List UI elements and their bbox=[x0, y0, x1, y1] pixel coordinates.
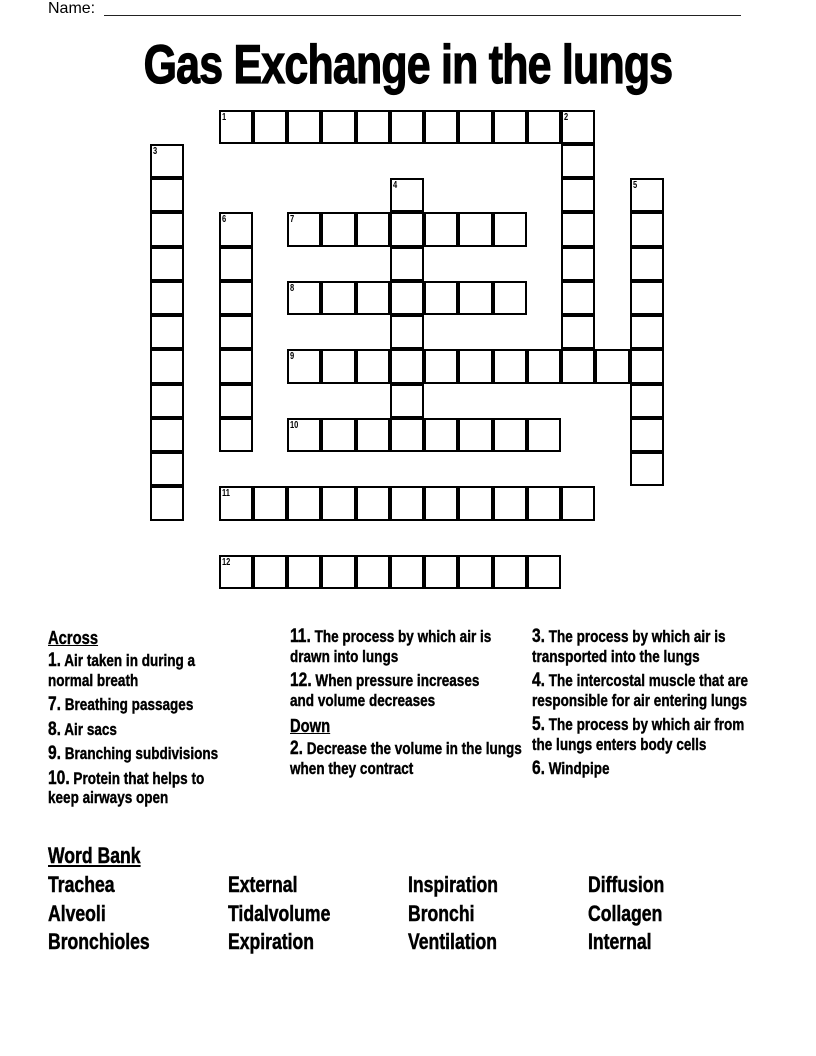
word-bank-item: Ventilation bbox=[408, 929, 497, 954]
cell-number: 10 bbox=[290, 419, 299, 431]
crossword-cell[interactable] bbox=[150, 349, 184, 383]
clue-number: 8. bbox=[48, 718, 62, 740]
crossword-cell[interactable] bbox=[561, 212, 595, 246]
clue-number: 4. bbox=[532, 670, 546, 691]
crossword-cell[interactable] bbox=[321, 555, 355, 589]
cell-number: 11 bbox=[221, 488, 230, 500]
clue-across-9 bbox=[48, 744, 278, 765]
cell-number: 6 bbox=[221, 214, 226, 226]
cell-number: 4 bbox=[392, 180, 397, 191]
crossword-cell[interactable] bbox=[390, 315, 424, 349]
crossword-cell[interactable] bbox=[424, 486, 458, 520]
crossword-cell[interactable] bbox=[150, 315, 184, 349]
crossword-cell[interactable] bbox=[458, 418, 492, 452]
crossword-cell[interactable] bbox=[630, 281, 664, 315]
cell-number: 7 bbox=[290, 214, 295, 226]
crossword-cell[interactable] bbox=[287, 212, 321, 246]
word-bank-item: Bronchioles bbox=[48, 929, 150, 954]
crossword-cell[interactable] bbox=[527, 418, 561, 452]
clue-column-1 bbox=[48, 627, 328, 813]
crossword-cell[interactable] bbox=[356, 281, 390, 315]
clue-text: Breathing passages bbox=[64, 696, 194, 714]
clue-text: The process by which air is drawn into lungs bbox=[290, 628, 492, 666]
crossword-cell[interactable] bbox=[287, 486, 321, 520]
crossword-cell[interactable] bbox=[356, 110, 390, 144]
crossword-cell[interactable] bbox=[561, 178, 595, 212]
crossword-cell[interactable] bbox=[630, 315, 664, 349]
crossword-cell[interactable] bbox=[321, 281, 355, 315]
clue-across-8 bbox=[48, 720, 261, 741]
crossword-cell[interactable] bbox=[356, 212, 390, 246]
crossword-cell[interactable] bbox=[321, 486, 355, 520]
word-bank-item: Tidalvolume bbox=[228, 901, 331, 926]
clue-text: Windpipe bbox=[548, 760, 610, 778]
crossword-cell[interactable] bbox=[287, 418, 321, 452]
word-bank-item: Bronchi bbox=[408, 901, 475, 926]
crossword-cell[interactable] bbox=[321, 212, 355, 246]
crossword-cell[interactable] bbox=[561, 144, 595, 178]
word-bank-heading: Word Bank bbox=[48, 843, 141, 868]
crossword-cell[interactable] bbox=[390, 281, 424, 315]
cell-number: 3 bbox=[153, 145, 158, 157]
clue-text: The intercostal muscle that are responsible for air entering lungs bbox=[532, 672, 749, 710]
crossword-cell[interactable] bbox=[493, 349, 527, 383]
crossword-cell[interactable] bbox=[630, 349, 664, 383]
crossword-cell[interactable] bbox=[424, 110, 458, 144]
crossword-cell[interactable] bbox=[561, 281, 595, 315]
crossword-cell[interactable] bbox=[493, 486, 527, 520]
crossword-cell[interactable] bbox=[595, 349, 629, 383]
clue-number: 3. bbox=[532, 626, 546, 647]
crossword-cell[interactable] bbox=[219, 418, 253, 452]
clue-text: The process by which air is transported into the lungs bbox=[532, 628, 726, 666]
crossword-cell[interactable] bbox=[424, 418, 458, 452]
crossword-cell[interactable] bbox=[219, 281, 253, 315]
word-bank-item: External bbox=[228, 872, 298, 897]
crossword-cell[interactable] bbox=[219, 555, 253, 589]
crossword-cell[interactable] bbox=[150, 247, 184, 281]
crossword-cell[interactable] bbox=[356, 555, 390, 589]
crossword-cell[interactable] bbox=[150, 178, 184, 212]
crossword-cell[interactable] bbox=[253, 486, 287, 520]
crossword-cell[interactable] bbox=[356, 486, 390, 520]
cell-number: 5 bbox=[632, 180, 637, 191]
crossword-cell[interactable] bbox=[458, 349, 492, 383]
crossword-cell[interactable] bbox=[630, 418, 664, 452]
crossword-cell[interactable] bbox=[527, 486, 561, 520]
crossword-cell[interactable] bbox=[458, 212, 492, 246]
crossword-cell[interactable] bbox=[150, 144, 184, 178]
crossword-cell[interactable] bbox=[219, 486, 253, 520]
clue-across-1 bbox=[48, 651, 220, 691]
crossword-cell[interactable] bbox=[493, 418, 527, 452]
word-bank-item: Alveoli bbox=[48, 901, 106, 926]
clue-text: The process by which air from the lungs enters body cells bbox=[532, 716, 745, 754]
crossword-cell[interactable] bbox=[390, 247, 424, 281]
crossword-cell[interactable] bbox=[424, 281, 458, 315]
crossword-cell[interactable] bbox=[219, 349, 253, 383]
crossword-cell[interactable] bbox=[287, 110, 321, 144]
cell-number: 1 bbox=[221, 111, 226, 123]
crossword-cell[interactable] bbox=[287, 555, 321, 589]
crossword-cell[interactable] bbox=[424, 349, 458, 383]
crossword-cell[interactable] bbox=[493, 212, 527, 246]
crossword-cell[interactable] bbox=[321, 418, 355, 452]
clue-down-3 bbox=[532, 627, 770, 667]
crossword-cell[interactable] bbox=[390, 555, 424, 589]
crossword-cell[interactable] bbox=[561, 349, 595, 383]
crossword-cell[interactable] bbox=[527, 349, 561, 383]
clue-number: 10. bbox=[48, 767, 70, 789]
clue-number: 5. bbox=[532, 714, 546, 735]
crossword-cell[interactable] bbox=[424, 555, 458, 589]
clue-number: 12. bbox=[290, 670, 312, 691]
clue-number: 2. bbox=[290, 738, 304, 759]
crossword-cell[interactable] bbox=[424, 212, 458, 246]
clue-text: Air sacs bbox=[64, 720, 117, 739]
clue-text: Air taken in during a normal breath bbox=[48, 652, 196, 690]
clue-number: 6. bbox=[532, 758, 546, 779]
crossword-cell[interactable] bbox=[561, 486, 595, 520]
clue-across-10 bbox=[48, 769, 237, 809]
crossword-cell[interactable] bbox=[356, 349, 390, 383]
crossword-cell[interactable] bbox=[390, 349, 424, 383]
crossword-cell[interactable] bbox=[390, 384, 424, 418]
word-bank-item: Collagen bbox=[588, 901, 663, 926]
clue-text: When pressure increases and volume decreases bbox=[290, 672, 480, 710]
clue-down-4 bbox=[532, 671, 753, 711]
crossword-cell[interactable] bbox=[493, 281, 527, 315]
crossword-cell[interactable] bbox=[561, 247, 595, 281]
cell-number: 8 bbox=[290, 282, 295, 294]
crossword-cell[interactable] bbox=[150, 418, 184, 452]
clue-down-6 bbox=[532, 759, 747, 780]
clue-across-11 bbox=[290, 627, 528, 667]
clue-text: Decrease the volume in the lungs when they contract bbox=[290, 740, 522, 778]
page-title: Gas Exchange in the lungs bbox=[143, 33, 673, 95]
crossword-cell[interactable] bbox=[493, 555, 527, 589]
clue-across-7 bbox=[48, 695, 261, 716]
crossword-cell[interactable] bbox=[458, 486, 492, 520]
clue-number: 11. bbox=[290, 626, 311, 647]
crossword-cell[interactable] bbox=[219, 247, 253, 281]
crossword-cell[interactable] bbox=[527, 110, 561, 144]
crossword-cell[interactable] bbox=[390, 486, 424, 520]
crossword-cell[interactable] bbox=[390, 178, 424, 212]
crossword-cell[interactable] bbox=[390, 212, 424, 246]
crossword-cell[interactable] bbox=[219, 212, 253, 246]
crossword-cell[interactable] bbox=[150, 486, 184, 520]
clue-down-2 bbox=[290, 739, 528, 779]
crossword-cell[interactable] bbox=[219, 110, 253, 144]
crossword-cell[interactable] bbox=[253, 555, 287, 589]
cell-number: 2 bbox=[564, 111, 569, 123]
crossword-cell[interactable] bbox=[527, 555, 561, 589]
crossword-cell[interactable] bbox=[458, 281, 492, 315]
crossword-cell[interactable] bbox=[253, 110, 287, 144]
crossword-cell[interactable] bbox=[150, 212, 184, 246]
word-bank-item: Expiration bbox=[228, 929, 315, 954]
crossword-cell[interactable] bbox=[287, 349, 321, 383]
cell-number: 12 bbox=[221, 556, 230, 568]
clue-column-3 bbox=[532, 627, 816, 784]
crossword-cell[interactable] bbox=[287, 281, 321, 315]
clue-across-12 bbox=[290, 671, 487, 711]
clue-down-5 bbox=[532, 715, 747, 755]
crossword-cell[interactable] bbox=[150, 384, 184, 418]
clue-text: Branching subdivisions bbox=[64, 745, 219, 763]
crossword-cell[interactable] bbox=[458, 110, 492, 144]
clue-number: 1. bbox=[48, 650, 62, 671]
across-heading: Across bbox=[48, 628, 99, 648]
crossword-cell[interactable] bbox=[150, 281, 184, 315]
crossword-cell[interactable] bbox=[630, 247, 664, 281]
clue-number: 7. bbox=[48, 694, 62, 715]
crossword-cell[interactable] bbox=[390, 418, 424, 452]
down-heading: Down bbox=[290, 716, 331, 736]
clue-number: 9. bbox=[48, 743, 62, 764]
word-bank-item: Internal bbox=[588, 929, 652, 954]
crossword-cell[interactable] bbox=[219, 384, 253, 418]
crossword-cell[interactable] bbox=[458, 555, 492, 589]
cell-number: 9 bbox=[290, 351, 295, 363]
crossword-cell[interactable] bbox=[356, 418, 390, 452]
crossword-cell[interactable] bbox=[630, 452, 664, 486]
crossword-cell[interactable] bbox=[630, 178, 664, 212]
word-bank-item: Inspiration bbox=[408, 872, 498, 897]
clue-text: Protein that helps to keep airways open bbox=[48, 769, 205, 807]
crossword-cell[interactable] bbox=[219, 315, 253, 349]
crossword-cell[interactable] bbox=[561, 110, 595, 144]
crossword-cell[interactable] bbox=[493, 110, 527, 144]
crossword-cell[interactable] bbox=[561, 315, 595, 349]
crossword-cell[interactable] bbox=[630, 384, 664, 418]
crossword-cell[interactable] bbox=[630, 212, 664, 246]
name-label: Name: bbox=[48, 0, 96, 17]
crossword-cell[interactable] bbox=[321, 349, 355, 383]
word-bank-item: Diffusion bbox=[588, 872, 665, 897]
crossword-cell[interactable] bbox=[390, 110, 424, 144]
crossword-cell[interactable] bbox=[150, 452, 184, 486]
word-bank-item: Trachea bbox=[48, 872, 115, 897]
crossword-cell[interactable] bbox=[321, 110, 355, 144]
